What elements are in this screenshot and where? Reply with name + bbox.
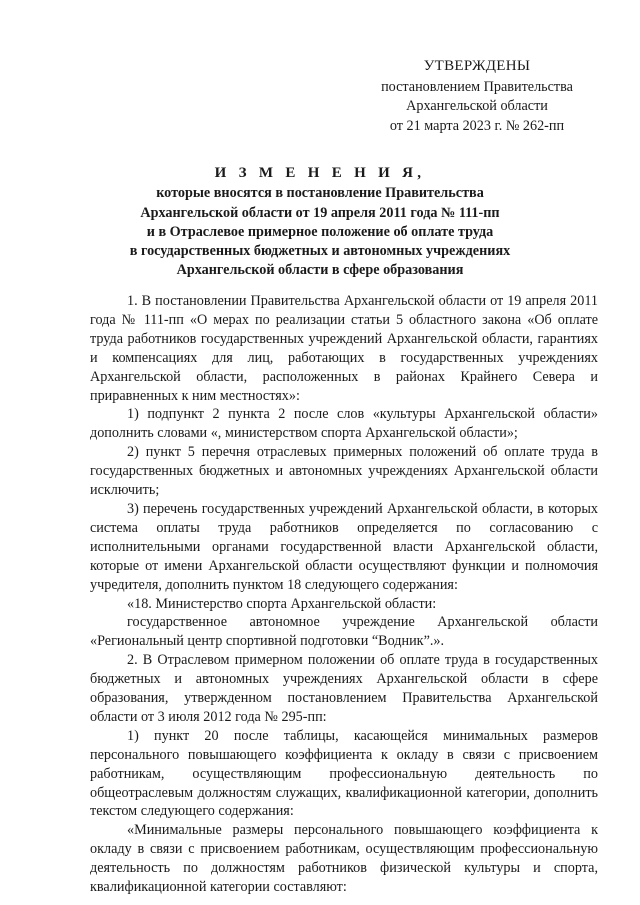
title-line-2: Архангельской области от 19 апреля 2011 года № 111-пп bbox=[140, 204, 500, 221]
paragraph-1-item-1: 1) подпункт 2 пункта 2 после слов «культуры Архангельской области» дополнить словами «, министерством спорта Архангельской области»; bbox=[90, 406, 598, 442]
quoted-institution: государственное автономное учреждение Архангельской области «Региональный центр спортивной подготовки “Водник”.». bbox=[90, 614, 598, 650]
paragraph-1: 1. В постановлении Правительства Архангельской области от 19 апреля 2011 года № 111-пп «О мерах по реализации статьи 5 областного закона «Об оплате труда работников государственных учреждений Архангельской области, гарантиях и компенсациях для лиц, работающих в государственных учреждениях Архангельской области, расположенных в районах Крайнего Севера и приравненных к ним местностях»: bbox=[90, 293, 598, 404]
title-line-5: Архангельской области в сфере образования bbox=[176, 262, 464, 279]
quoted-text: «Минимальные размеры персонального повышающего коэффициента к окладу в связи с присвоением работникам, осуществляющим профессиональную деятельность по должностям работников физической культуры и спорта, квалификационной категории составляют: bbox=[90, 822, 598, 896]
approval-line-3: от 21 марта 2023 г. № 262-пп bbox=[389, 117, 565, 134]
document-title bbox=[90, 164, 550, 281]
paragraph-1-item-3: 3) перечень государственных учреждений Архангельской области, в которых система оплаты труда работников определяется по согласованию с исполнительными органами государственной власти Архангельской области, которые от имени Архангельской области осуществляют функции и полномочия учредителя, дополнить пунктом 18 следующего содержания: bbox=[90, 500, 598, 593]
title-line-3: и в Отраслевое примерное положение об оплате труда bbox=[146, 223, 494, 240]
paragraph-2: 2. В Отраслевом примерном положении об оплате труда в государственных бюджетных и автономных учреждениях Архангельской области в сфере образования, утвержденном постановлением Правительства Архангельской области от 3 июля 2012 года № 295-пп: bbox=[90, 652, 598, 725]
title-line-1: которые вносятся в постановление Правительства bbox=[156, 185, 484, 202]
approval-heading: УТВЕРЖДЕНЫ bbox=[423, 58, 531, 74]
quoted-item-18: «18. Министерство спорта Архангельской области: bbox=[127, 595, 437, 612]
title-heading: И З М Е Н Е Н И Я, bbox=[214, 165, 426, 181]
paragraph-2-item-1: 1) пункт 20 после таблицы, касающейся минимальных размеров персонального повышающего коэффициента к окладу в связи с присвоением работникам, осуществляющим профессиональную деятельность по общеотраслевым должностям служащих, квалификационной категории, дополнить текстом следующего содержания: bbox=[90, 727, 598, 820]
approval-line-1: постановлением Правительства bbox=[381, 78, 573, 95]
approval-block bbox=[372, 57, 582, 136]
document-body bbox=[90, 292, 598, 897]
approval-line-2: Архангельской области bbox=[406, 98, 548, 114]
paragraph-1-item-2: 2) пункт 5 перечня отраслевых примерных положений об оплате труда в государственных бюджетных и автономных учреждениях Архангельской области исключить; bbox=[90, 444, 598, 499]
title-line-4: в государственных бюджетных и автономных учреждениях bbox=[129, 243, 511, 260]
